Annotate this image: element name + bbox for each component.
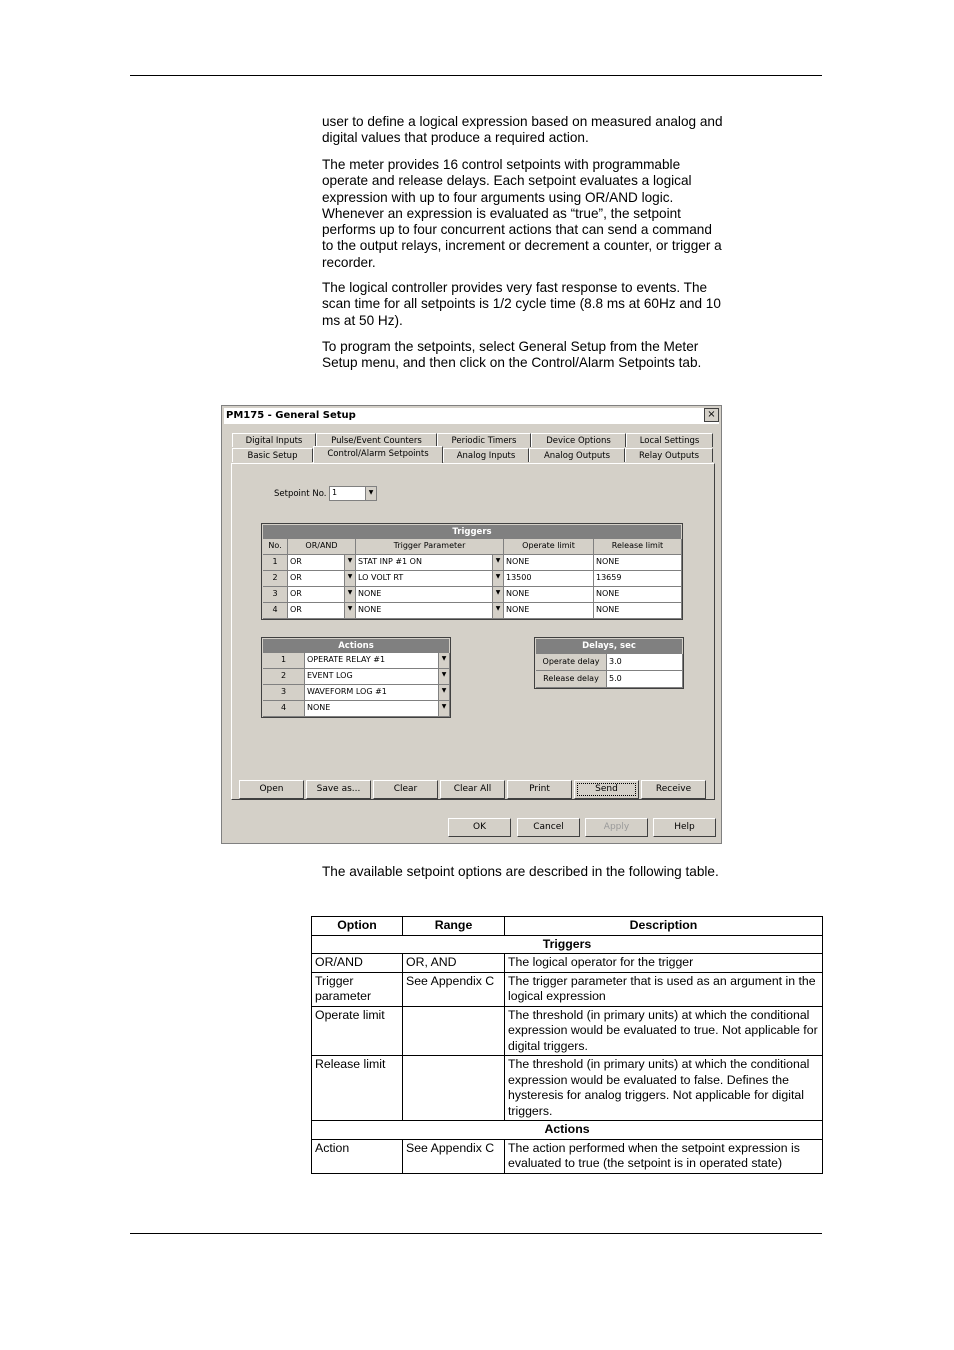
chevron-down-icon[interactable]: ▼	[492, 587, 503, 602]
trigger-op-value: OR	[290, 605, 302, 614]
release-delay-input[interactable]: 5.0	[607, 671, 683, 688]
intro-paragraph-2: The meter provides 16 control setpoints with programmable operate and release delays. Each setpoint evaluates a logical expression with up to four arguments using OR/AND logic. Whenever an expression is evaluated as “true”, the setpoint performs up to four concurrent actions that can send a command to the output relays, increment or decrement a counter, or trigger a recorder.	[322, 157, 722, 270]
section-actions: Actions	[312, 1121, 823, 1140]
save-as-button[interactable]: Save as...	[306, 780, 371, 799]
triggers-header-operate: Operate limit	[504, 539, 594, 555]
option-cell: Release limit	[312, 1056, 403, 1121]
tab-basic-setup[interactable]: Basic Setup	[232, 448, 313, 462]
trigger-op-value: OR	[290, 589, 302, 598]
tab-periodic-timers[interactable]: Periodic Timers	[437, 433, 531, 447]
option-cell: OR/AND	[312, 954, 403, 973]
action-value: EVENT LOG	[307, 671, 353, 680]
action-row-select[interactable]	[305, 653, 450, 669]
chevron-down-icon[interactable]: ▼	[492, 571, 503, 586]
description-cell: The threshold (in primary units) at which the conditional expression would be evaluated to true. Not applicable for digital triggers.	[505, 1006, 823, 1056]
trigger-row-no: 1	[263, 555, 288, 571]
trigger-row-release[interactable]: 13659	[594, 571, 682, 587]
table-row	[312, 972, 823, 1006]
action-row-no: 4	[263, 701, 305, 717]
tab-relay-outputs[interactable]: Relay Outputs	[625, 448, 713, 462]
triggers-header-parameter: Trigger Parameter	[356, 539, 504, 555]
trigger-param-value: NONE	[358, 589, 382, 598]
triggers-title: Triggers	[263, 525, 681, 539]
print-button[interactable]: Print	[507, 780, 572, 799]
description-cell: The logical operator for the trigger	[505, 954, 823, 973]
cancel-button[interactable]: Cancel	[517, 818, 580, 837]
close-icon[interactable]: ×	[704, 408, 719, 422]
trigger-row-operate[interactable]: 13500	[504, 571, 594, 587]
tab-digital-inputs[interactable]: Digital Inputs	[232, 433, 316, 447]
open-button[interactable]: Open	[239, 780, 304, 799]
trigger-row-no: 3	[263, 587, 288, 603]
tab-analog-inputs[interactable]: Analog Inputs	[443, 448, 529, 462]
description-cell: The threshold (in primary units) at which the conditional expression would be evaluated to false. Defines the hysteresis for analog triggers. Not applicable for digital triggers.	[505, 1056, 823, 1121]
tab-pulse-event-counters[interactable]: Pulse/Event Counters	[316, 433, 437, 447]
tab-analog-outputs[interactable]: Analog Outputs	[529, 448, 625, 462]
chevron-down-icon[interactable]: ▼	[438, 653, 449, 668]
operate-delay-label: Operate delay	[536, 654, 607, 671]
header-description: Description	[505, 917, 823, 936]
action-row-select[interactable]	[305, 669, 450, 685]
action-row-select[interactable]	[305, 701, 450, 717]
trigger-op-value: OR	[290, 573, 302, 582]
intro-paragraph-3: The logical controller provides very fast response to events. The scan time for all setpoints is 1/2 cycle time (8.8 ms at 60Hz and 10 ms at 50 Hz).	[322, 280, 721, 328]
trigger-param-value: STAT INP #1 ON	[358, 557, 422, 566]
delays-grid	[534, 637, 684, 689]
setpoint-options-table	[311, 916, 823, 1174]
trigger-row-param[interactable]	[356, 555, 504, 571]
trigger-param-value: NONE	[358, 605, 382, 614]
table-row	[312, 954, 823, 973]
option-cell: Action	[312, 1139, 403, 1173]
chevron-down-icon[interactable]: ▼	[438, 701, 449, 716]
intro-paragraph-4: To program the setpoints, select General Setup from the Meter Setup menu, and then click on the Control/Alarm Setpoints tab.	[322, 339, 702, 371]
setpoint-value: 1	[332, 488, 338, 497]
intro-paragraph-1: user to define a logical expression based on measured analog and digital values that produce a required action.	[322, 114, 723, 146]
send-button[interactable]: Send	[574, 780, 639, 799]
table-caption: The available setpoint options are described in the following table.	[322, 864, 719, 879]
header-option: Option	[312, 917, 403, 936]
table-header-row	[312, 917, 823, 936]
option-cell: Trigger parameter	[312, 972, 403, 1006]
chevron-down-icon[interactable]: ▼	[492, 555, 503, 570]
action-value: OPERATE RELAY #1	[307, 655, 386, 664]
trigger-op-value: OR	[290, 557, 302, 566]
trigger-row-param[interactable]	[356, 571, 504, 587]
header-range: Range	[403, 917, 505, 936]
setpoints-panel	[231, 463, 715, 800]
range-cell: See Appendix C	[403, 1139, 505, 1173]
trigger-row-operate[interactable]: NONE	[504, 587, 594, 603]
clear-button[interactable]: Clear	[373, 780, 438, 799]
trigger-row-op[interactable]	[288, 603, 356, 619]
description-cell: The trigger parameter that is used as an argument in the logical expression	[505, 972, 823, 1006]
tab-local-settings[interactable]: Local Settings	[626, 433, 713, 447]
tab-device-options[interactable]: Device Options	[531, 433, 626, 447]
trigger-row-no: 2	[263, 571, 288, 587]
trigger-row-op[interactable]	[288, 587, 356, 603]
chevron-down-icon[interactable]: ▼	[344, 571, 355, 586]
apply-button[interactable]: Apply	[585, 818, 648, 837]
range-cell: OR, AND	[403, 954, 505, 973]
trigger-row-operate[interactable]: NONE	[504, 603, 594, 619]
tab-control-alarm-setpoints[interactable]: Control/Alarm Setpoints	[313, 446, 443, 463]
trigger-row-operate[interactable]: NONE	[504, 555, 594, 571]
release-delay-label: Release delay	[536, 671, 607, 688]
actions-title: Actions	[263, 639, 449, 653]
action-row-no: 2	[263, 669, 305, 685]
table-row	[312, 1139, 823, 1173]
trigger-row-param[interactable]	[356, 603, 504, 619]
trigger-row-param[interactable]	[356, 587, 504, 603]
header-rule	[130, 75, 822, 76]
chevron-down-icon[interactable]: ▼	[365, 487, 376, 500]
table-row	[312, 1056, 823, 1121]
operate-delay-input[interactable]: 3.0	[607, 654, 683, 671]
ok-button[interactable]: OK	[448, 818, 511, 837]
table-row	[312, 1006, 823, 1056]
actions-grid	[261, 637, 451, 718]
dialog-titlebar	[224, 408, 719, 424]
general-setup-dialog	[221, 405, 722, 844]
triggers-grid	[261, 523, 683, 620]
receive-button[interactable]: Receive	[641, 780, 706, 799]
trigger-row-release[interactable]: NONE	[594, 555, 682, 571]
chevron-down-icon[interactable]: ▼	[344, 603, 355, 618]
range-cell	[403, 1006, 505, 1056]
delays-title: Delays, sec	[536, 639, 682, 654]
triggers-header-or-and: OR/AND	[288, 539, 356, 555]
range-cell	[403, 1056, 505, 1121]
clear-all-button[interactable]: Clear All	[440, 780, 505, 799]
setpoint-label: Setpoint No.	[274, 489, 327, 499]
triggers-header-no: No.	[263, 539, 288, 555]
trigger-row-release[interactable]: NONE	[594, 603, 682, 619]
description-cell: The action performed when the setpoint expression is evaluated to true (the setpoint is in operated state)	[505, 1139, 823, 1173]
chevron-down-icon[interactable]: ▼	[492, 603, 503, 618]
trigger-row-op[interactable]	[288, 555, 356, 571]
trigger-row-no: 4	[263, 603, 288, 619]
section-row	[312, 1121, 823, 1140]
dialog-title: PM175 - General Setup	[226, 410, 356, 421]
option-cell: Operate limit	[312, 1006, 403, 1056]
chevron-down-icon[interactable]: ▼	[344, 587, 355, 602]
action-row-no: 3	[263, 685, 305, 701]
range-cell: See Appendix C	[403, 972, 505, 1006]
triggers-header-release: Release limit	[594, 539, 682, 555]
action-value: NONE	[307, 703, 331, 712]
chevron-down-icon[interactable]: ▼	[344, 555, 355, 570]
section-triggers: Triggers	[312, 935, 823, 954]
setpoint-select[interactable]	[329, 486, 377, 501]
section-row	[312, 935, 823, 954]
chevron-down-icon[interactable]: ▼	[438, 685, 449, 700]
trigger-row-release[interactable]: NONE	[594, 587, 682, 603]
trigger-param-value: LO VOLT RT	[358, 573, 404, 582]
action-value: WAVEFORM LOG #1	[307, 687, 387, 696]
footer-rule	[130, 1233, 822, 1234]
action-row-no: 1	[263, 653, 305, 669]
help-button[interactable]: Help	[653, 818, 716, 837]
chevron-down-icon[interactable]: ▼	[438, 669, 449, 684]
trigger-row-op[interactable]	[288, 571, 356, 587]
action-row-select[interactable]	[305, 685, 450, 701]
